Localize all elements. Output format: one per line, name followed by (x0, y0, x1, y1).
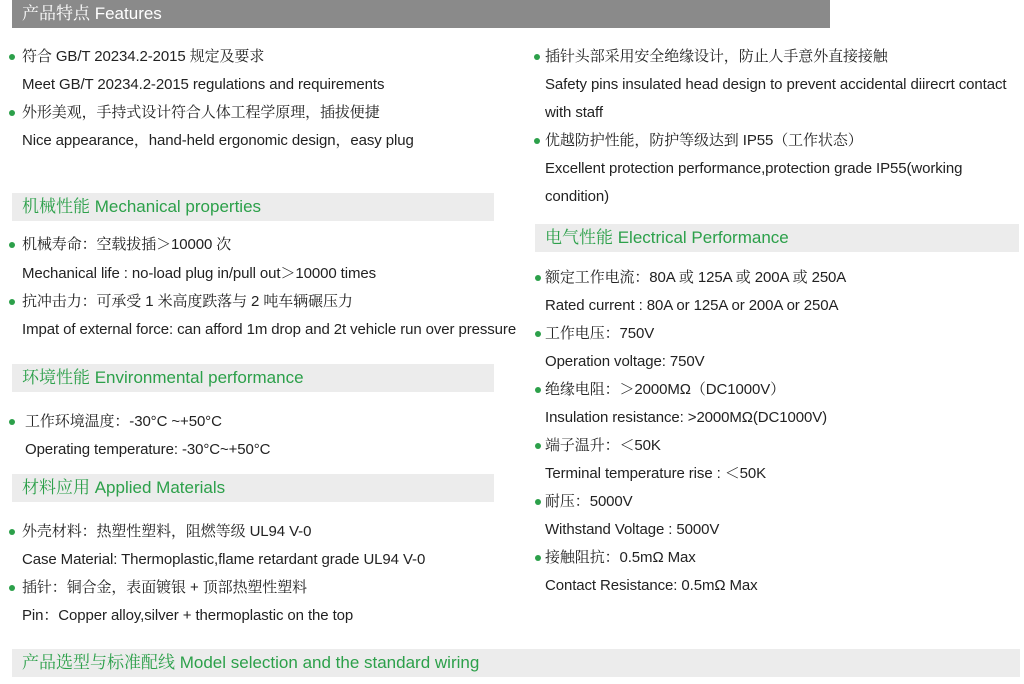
feature-right-1-en: Safety pins insulated head design to prevent accidental diirecrt contact (545, 76, 1007, 93)
electrical-6-zh: 接触阻抗：0.5mΩ Max (545, 549, 696, 566)
materials-1-zh: 外壳材料：热塑性塑料，阻燃等级 UL94 V-0 (22, 523, 312, 540)
electrical-4-zh: 端子温升：＜50K (545, 437, 661, 454)
mechanical-1-zh: 机械寿命：空载拔插＞10000 次 (22, 236, 232, 253)
mechanical-2-en: Impat of external force: can afford 1m drop and 2t vehicle run over pressure (22, 321, 517, 338)
electrical-2-zh: 工作电压：750V (545, 325, 655, 342)
electrical-6-en: Contact Resistance: 0.5mΩ Max (545, 577, 758, 594)
feature-right-2-en2: condition) (545, 188, 610, 205)
bullet-icon (9, 419, 15, 425)
feature-right-2-en: Excellent protection performance,protection grade IP55(working (545, 160, 963, 177)
feature-right-2-zh: 优越防护性能，防护等级达到 IP55（工作状态） (545, 132, 863, 149)
electrical-1-en: Rated current : 80A or 125A or 200A or 250A (545, 297, 839, 314)
electrical-3-en: Insulation resistance: >2000MΩ(DC1000V) (545, 409, 828, 426)
features-header: 产品特点 Features (12, 0, 830, 28)
electrical-5-en: Withstand Voltage : 5000V (545, 521, 720, 538)
electrical-4-en: Terminal temperature rise : ＜50K (545, 465, 767, 482)
environmental-header: 环境性能 Environmental performance (12, 364, 494, 392)
electrical-5-zh: 耐压：5000V (545, 493, 633, 510)
bullet-icon (9, 242, 15, 248)
bullet-icon (9, 110, 15, 116)
bullet-icon (535, 443, 541, 449)
materials-2-en: Pin：Copper alloy,silver + thermoplastic on the top (22, 607, 354, 624)
materials-header: 材料应用 Applied Materials (12, 474, 494, 502)
bullet-icon (535, 555, 541, 561)
feature-left-2-zh: 外形美观，手持式设计符合人体工程学原理，插拔便捷 (22, 104, 380, 121)
electrical-1-zh: 额定工作电流：80A 或 125A 或 200A 或 250A (545, 269, 847, 286)
electrical-header: 电气性能 Electrical Performance (535, 224, 1019, 252)
bullet-icon (534, 138, 540, 144)
bullet-icon (9, 299, 15, 305)
mechanical-1-en: Mechanical life : no-load plug in/pull out＞10000 times (22, 265, 376, 282)
bullet-icon (534, 54, 540, 60)
bullet-icon (535, 275, 541, 281)
materials-1-en: Case Material: Thermoplastic,flame retardant grade UL94 V-0 (22, 551, 426, 568)
materials-2-zh: 插针：铜合金，表面镀银 + 顶部热塑性塑料 (22, 579, 307, 596)
bullet-icon (9, 54, 15, 60)
feature-left-1-en: Meet GB/T 20234.2-2015 regulations and requirements (22, 76, 385, 93)
mechanical-header: 机械性能 Mechanical properties (12, 193, 494, 221)
bullet-icon (535, 499, 541, 505)
bullet-icon (535, 331, 541, 337)
mechanical-2-zh: 抗冲击力：可承受 1 米高度跌落与 2 吨车辆碾压力 (22, 293, 353, 310)
environmental-1-zh: 工作环境温度：-30°C ~+50°C (25, 413, 222, 430)
model-selection-header: 产品选型与标准配线 Model selection and the standard wiring (12, 649, 1020, 677)
feature-left-1-zh: 符合 GB/T 20234.2-2015 规定及要求 (22, 48, 265, 65)
bullet-icon (9, 585, 15, 591)
electrical-3-zh: 绝缘电阻：＞2000MΩ（DC1000V） (545, 381, 786, 398)
electrical-2-en: Operation voltage: 750V (545, 353, 705, 370)
feature-left-2-en: Nice appearance，hand-held ergonomic design，easy plug (22, 132, 414, 149)
feature-right-1-en2: with staff (545, 104, 603, 121)
environmental-1-en: Operating temperature: -30°C~+50°C (25, 441, 271, 458)
feature-right-1-zh: 插针头部采用安全绝缘设计，防止人手意外直接接触 (545, 48, 888, 65)
bullet-icon (9, 529, 15, 535)
bullet-icon (535, 387, 541, 393)
